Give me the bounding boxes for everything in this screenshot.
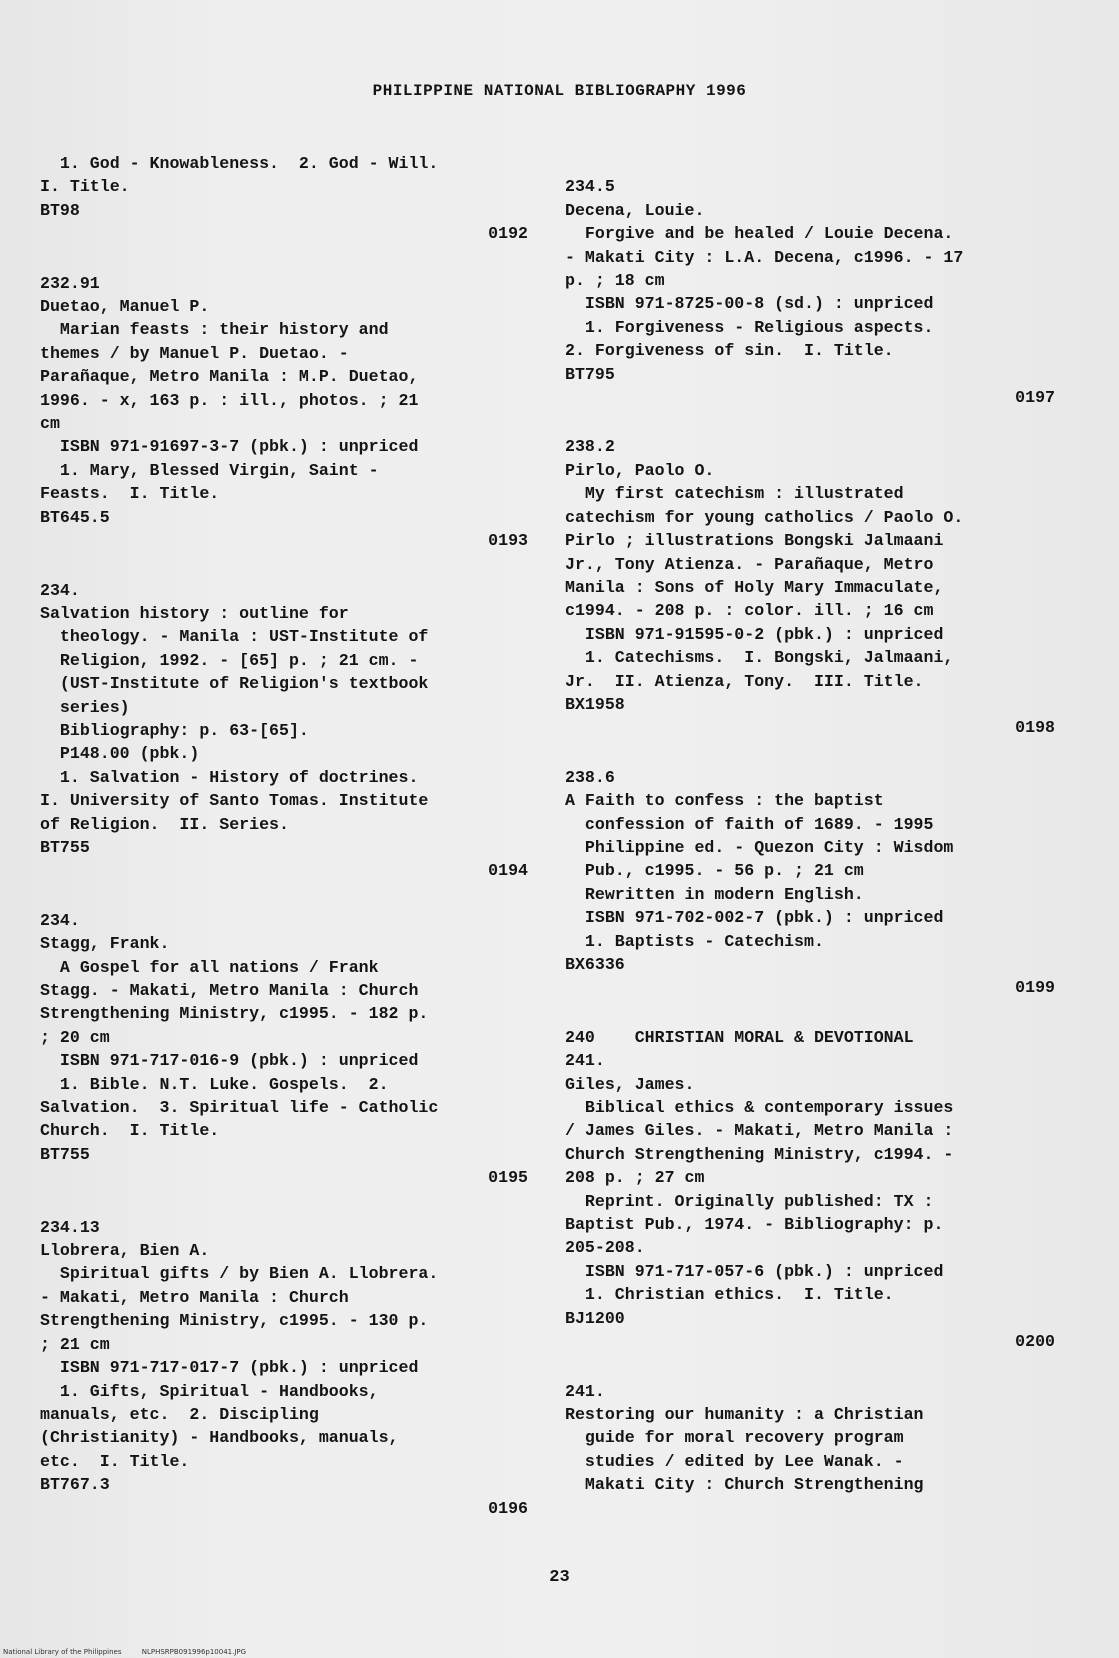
entry-line: catechism for young catholics / Paolo O. [565,507,964,527]
bib-entry [565,152,1055,435]
entry-line: BT645.5 [40,507,110,527]
entry-number: 0192 [488,224,528,244]
entry-line: A Gospel for all nations / Frank [40,957,379,977]
entry-line: of Religion. II. Series. [40,814,289,834]
entry-line: - Makati City : L.A. Decena, c1996. - 17 [565,247,964,267]
entry-line: 205-208. [565,1238,645,1258]
entry-line: BJ1200 [565,1308,625,1328]
entry-line: Feasts. I. Title. [40,484,220,504]
bib-entry [565,766,1055,1026]
entry-line: 238.2 [565,437,615,457]
entry-line: 234. [40,580,80,600]
entry-line: - Makati, Metro Manila : Church [40,1287,349,1307]
entry-number: 0197 [1015,388,1055,408]
entry-line: Church Strengthening Ministry, c1994. - [565,1144,954,1164]
entry-spacer [40,883,528,909]
entry-spacer [40,246,528,272]
entry-line: Stagg, Frank. [40,934,170,954]
entry-spacer [40,553,528,579]
entry-line: Strengthening Ministry, c1995. - 182 p. [40,1004,429,1024]
entry-line: series) [40,697,130,717]
entry-line: cm [40,414,60,434]
entry-line: Giles, James. [565,1074,695,1094]
entry-line: 1. Forgiveness - Religious aspects. [565,317,934,337]
entry-line: 234. [40,910,80,930]
bib-entry [40,152,528,272]
entry-line: ISBN 971-91697-3-7 (pbk.) : unpriced [40,437,419,457]
bib-entry [40,272,528,579]
entry-spacer [565,409,1055,435]
entry-line: BX1958 [565,694,625,714]
entry-spacer [565,740,1055,766]
entry-line: ISBN 971-717-017-7 (pbk.) : unpriced [40,1358,419,1378]
entry-line: Decena, Louie. [565,200,705,220]
entry-line: guide for moral recovery program [565,1428,904,1448]
entry-line: 1. Mary, Blessed Virgin, Saint - [40,460,379,480]
entry-line: Baptist Pub., 1974. - Bibliography: p. [565,1215,944,1235]
entry-number: 0200 [1015,1332,1055,1352]
entry-line: 1. Gifts, Spiritual - Handbooks, [40,1381,379,1401]
entry-line: Jr., Tony Atienza. - Parañaque, Metro [565,554,934,574]
entry-line: I. Title. [40,177,130,197]
bib-entry [565,435,1055,765]
entry-line: 1. Christian ethics. I. Title. [565,1285,894,1305]
entry-line: 1. Baptists - Catechism. [565,931,824,951]
entry-line: Reprint. Originally published: TX : [565,1191,934,1211]
entry-number: 0194 [488,861,528,881]
entry-line: Stagg. - Makati, Metro Manila : Church [40,981,419,1000]
entry-line: theology. - Manila : UST-Institute of [40,627,429,647]
entry-line: ISBN 971-717-057-6 (pbk.) : unpriced [565,1261,944,1281]
entry-line: 241. [565,1051,605,1071]
entry-spacer [565,1354,1055,1380]
bib-entry [40,909,528,1216]
entry-line: ISBN 971-702-002-7 (pbk.) : unpriced [565,908,944,928]
entry-line: BX6336 [565,955,625,974]
entry-line: 2. Forgiveness of sin. I. Title. [565,341,894,361]
entry-line: BT795 [565,364,615,384]
entry-line: Church. I. Title. [40,1121,220,1141]
entry-line: manuals, etc. 2. Discipling [40,1404,319,1424]
entry-line: 1. God - Knowableness. 2. God - Will. [40,154,439,173]
entry-line: 241. [565,1381,605,1401]
entry-line: c1994. - 208 p. : color. ill. ; 16 cm [565,601,934,621]
footer-file: NLPHSRPB091996p10041.JPG [141,1648,247,1656]
entry-line: 1. Catechisms. I. Bongski, Jalmaani, [565,648,954,668]
footer-library: National Library of the Philippines [3,1648,122,1656]
entry-line: Salvation history : outline for [40,603,349,623]
entry-line: P148.00 (pbk.) [40,744,200,764]
entry-line: (Christianity) - Handbooks, manuals, [40,1428,399,1448]
entry-number: 0198 [1015,718,1055,738]
bib-entry [565,1026,1055,1380]
entry-line: Rewritten in modern English. [565,884,864,904]
footer [3,1648,264,1656]
entry-line: 1996. - x, 163 p. : ill., photos. ; 21 [40,390,419,410]
entry-line: Duetao, Manuel P. [40,297,210,317]
entry-line: / James Giles. - Makati, Metro Manila : [565,1121,954,1141]
entry-line: BT755 [40,1144,90,1164]
entry-line: Religion, 1992. - [65] p. ; 21 cm. - [40,650,419,670]
entry-line: 1. Bible. N.T. Luke. Gospels. 2. [40,1074,389,1094]
entry-number: 0199 [1015,978,1055,998]
entry-number: 0193 [488,531,528,551]
entry-line: Spiritual gifts / by Bien A. Llobrera. [40,1264,439,1284]
bib-entry [565,1380,1055,1497]
entry-line: BT98 [40,200,80,220]
entry-number: 0196 [488,1498,528,1518]
entry-line: (UST-Institute of Religion's textbook [40,674,429,694]
entry-line: Biblical ethics & contemporary issues [565,1098,954,1118]
entry-line: etc. I. Title. [40,1451,190,1471]
entry-line: Pub., c1995. - 56 p. ; 21 cm [565,861,864,881]
entry-line: BT755 [40,837,90,857]
entry-line: BT767.3 [40,1475,110,1495]
entry-line: Restoring our humanity : a Christian [565,1404,924,1424]
entry-line: Llobrera, Bien A. [40,1241,210,1261]
entry-line: Philippine ed. - Quezon City : Wisdom [565,837,954,857]
entry-line: Forgive and be healed / Louie Decena. [565,224,954,244]
page-header: PHILIPPINE NATIONAL BIBLIOGRAPHY 1996 [372,82,747,100]
left-column [40,152,528,1546]
entry-line: Bibliography: p. 63-[65]. [40,720,309,740]
entry-line: A Faith to confess : the baptist [565,791,884,811]
entry-line: Pirlo, Paolo O. [565,460,715,480]
entry-line: Makati City : Church Strengthening [565,1475,924,1495]
entry-line: Pirlo ; illustrations Bongski Jalmaani [565,531,944,551]
entry-line: Parañaque, Metro Manila : M.P. Duetao, [40,367,419,387]
entry-line: ISBN 971-717-016-9 (pbk.) : unpriced [40,1051,419,1071]
entry-line: 240 CHRISTIAN MORAL & DEVOTIONAL [565,1027,914,1047]
bib-entry [40,1216,528,1546]
entry-line: ; 20 cm [40,1027,110,1047]
entry-line: My first catechism : illustrated [565,484,904,504]
entry-line: Strengthening Ministry, c1995. - 130 p. [40,1311,429,1331]
entry-number: 0195 [488,1168,528,1188]
entry-line: Marian feasts : their history and [40,320,389,340]
bib-entry [40,579,528,909]
page-number: 23 [549,1568,570,1587]
entry-line: 232.91 [40,273,100,293]
entry-line: 208 p. ; 27 cm [565,1168,705,1188]
entry-line [565,152,1055,175]
entry-line: Manila : Sons of Holy Mary Immaculate, [565,577,944,597]
entry-line: Jr. II. Atienza, Tony. III. Title. [565,671,924,691]
entry-line: confession of faith of 1689. - 1995 [565,814,934,834]
entry-line: ISBN 971-91595-0-2 (pbk.) : unpriced [565,624,944,644]
entry-line: ; 21 cm [40,1334,110,1354]
entry-spacer [40,1190,528,1216]
entry-spacer [565,1000,1055,1026]
right-column [565,152,1055,1497]
entry-line: 234.13 [40,1217,100,1237]
entry-line: ISBN 971-8725-00-8 (sd.) : unpriced [565,294,934,314]
entry-line: 234.5 [565,177,615,197]
entry-line: Salvation. 3. Spiritual life - Catholic [40,1098,439,1118]
entry-line: p. ; 18 cm [565,271,665,291]
entry-spacer [40,1520,528,1546]
entry-line: 238.6 [565,767,615,787]
entry-line: studies / edited by Lee Wanak. - [565,1451,904,1471]
entry-line: themes / by Manuel P. Duetao. - [40,343,349,363]
entry-line: 1. Salvation - History of doctrines. [40,767,419,787]
entry-line: I. University of Santo Tomas. Institute [40,791,429,811]
